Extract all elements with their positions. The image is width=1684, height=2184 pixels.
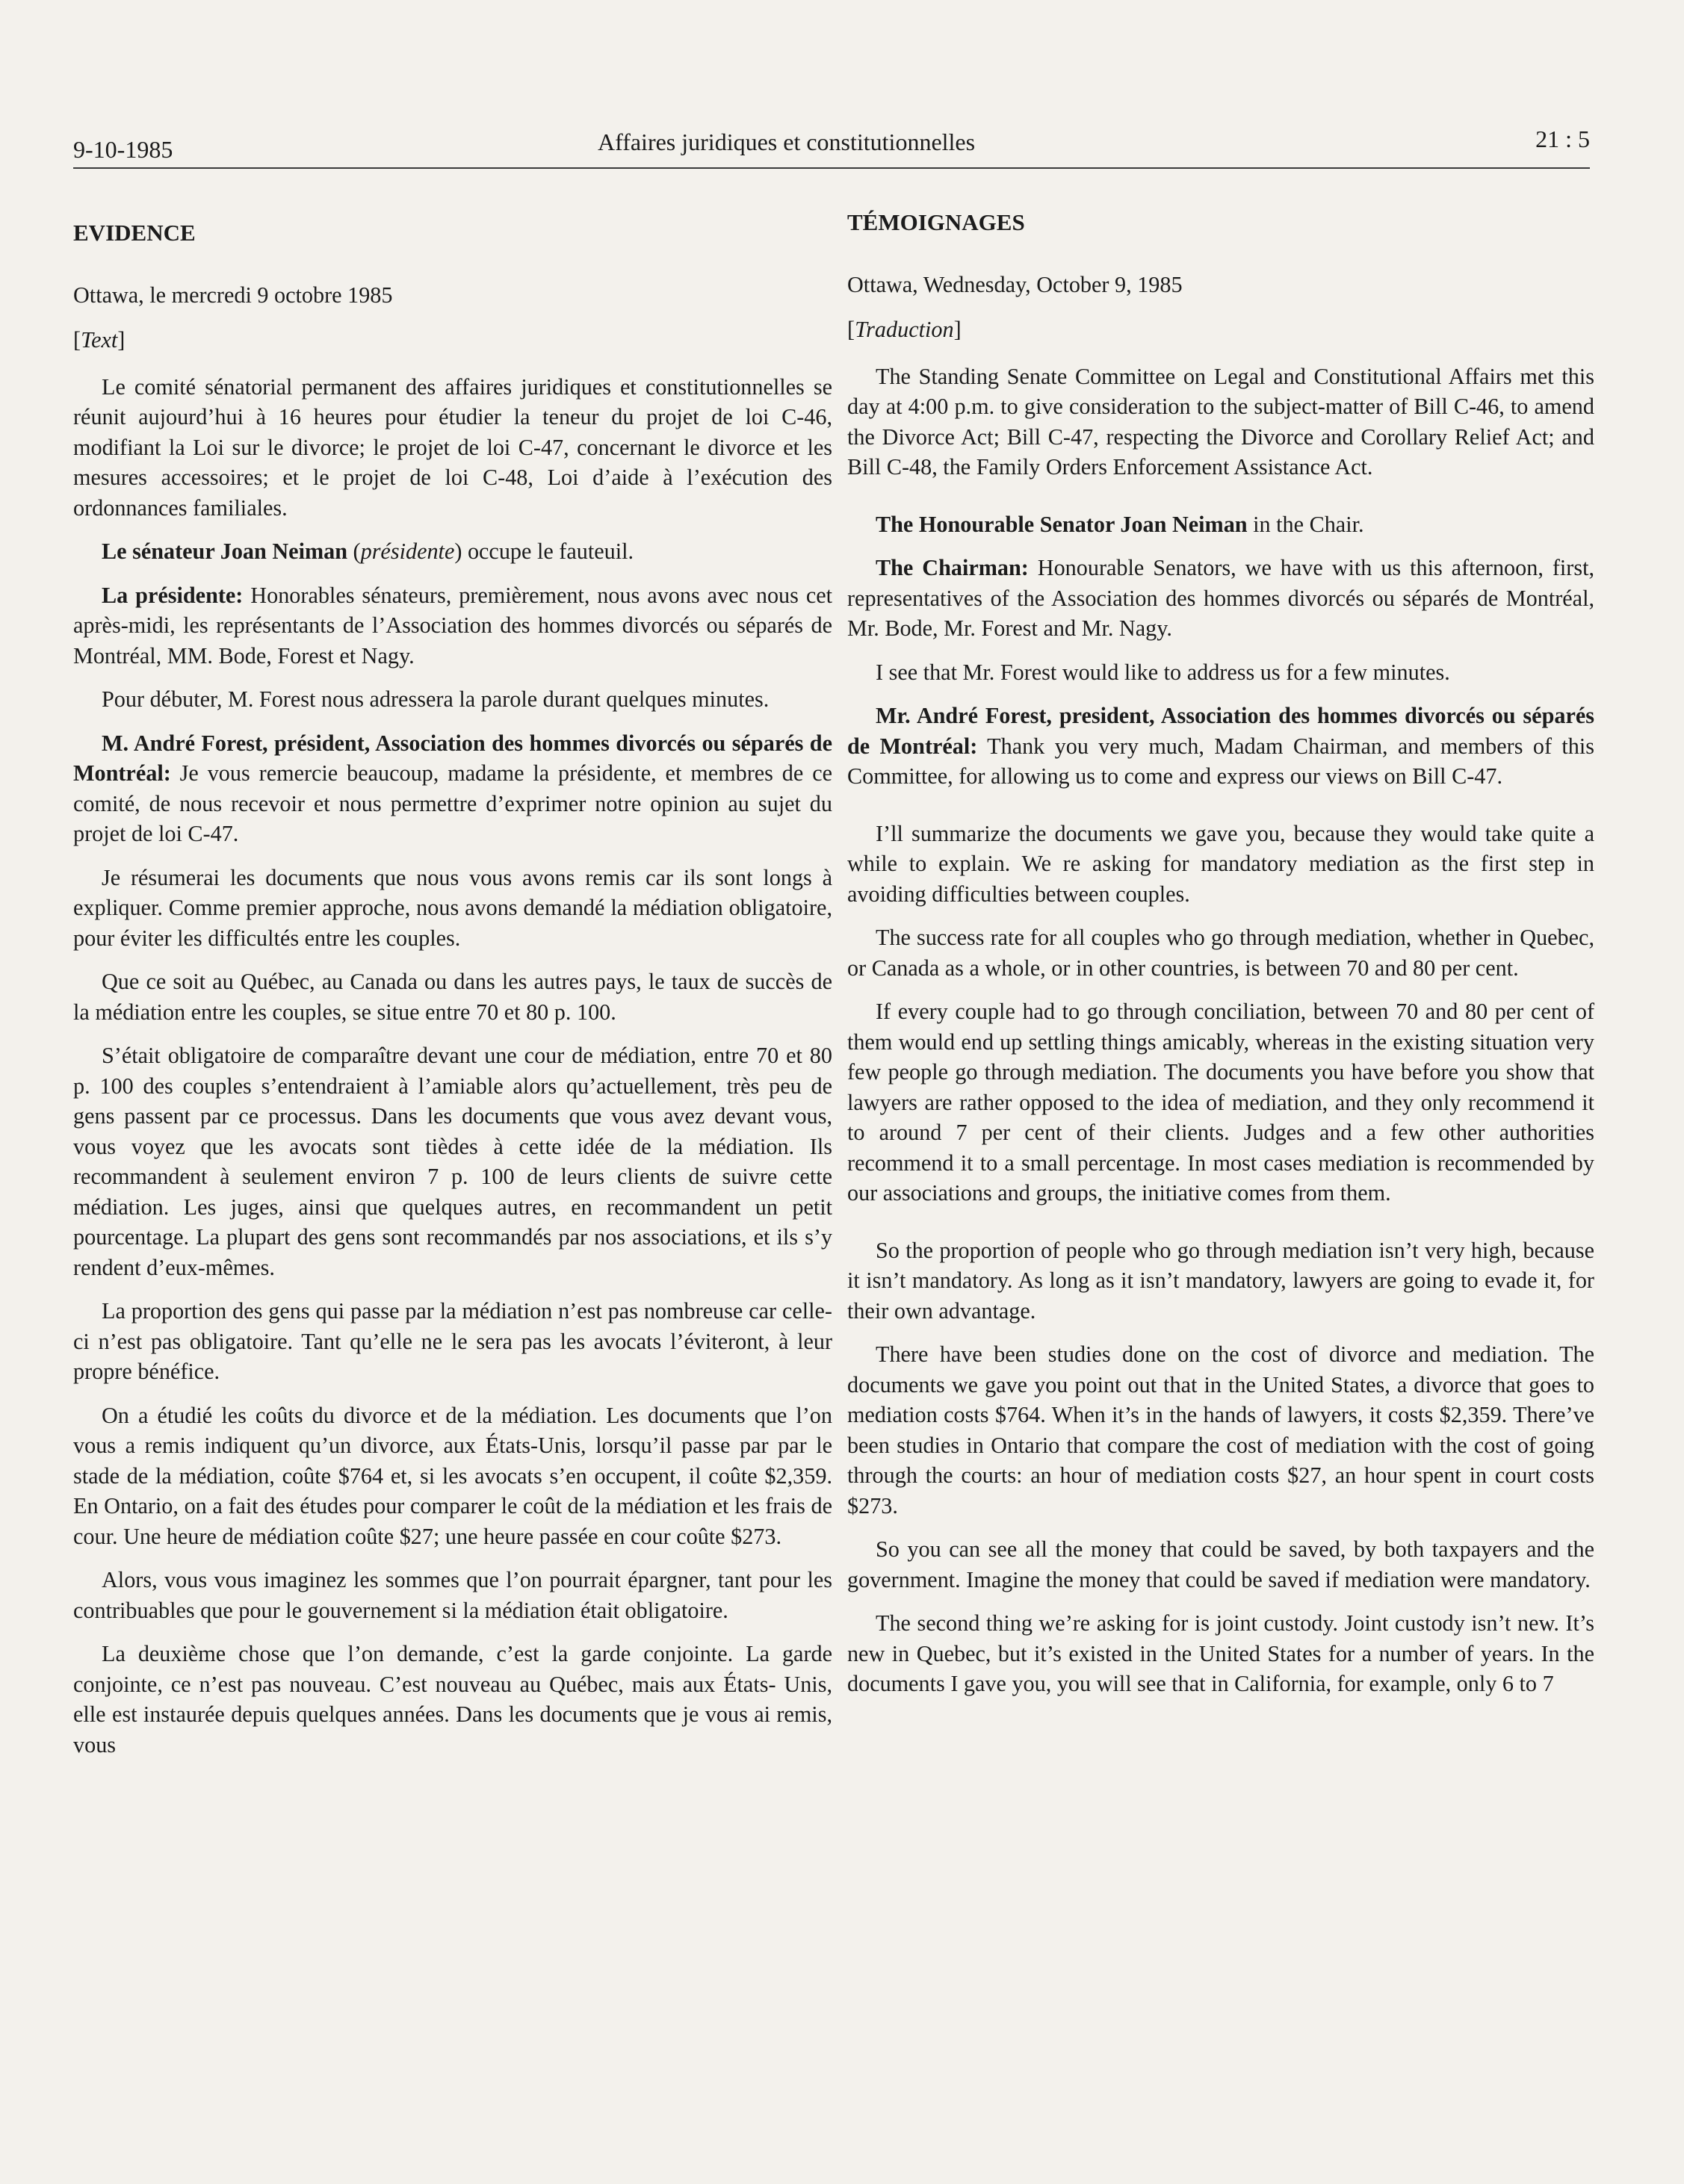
paragraph-en-11: So you can see all the money that could be saved, by both taxpayers and the government. Imagine the money that could be saved if mediation were mandatory. — [847, 1536, 1594, 1592]
english-column — [847, 209, 1595, 1713]
paragraph-en-10: There have been studies done on the cost of divorce and mediation. The documents we gave you point out that in the United States, a divorce that goes to mediation costs $764. When it’s in the hands of lawyers, it costs $2,359. There’ve been studies in Ontario that compare the cost of mediation with the cost of going through the courts: an hour of mediation costs $27, an hour spent in court costs $273. — [847, 1341, 1594, 1518]
paragraph-fr-12: La deuxième chose que l’on demande, c’est la garde conjointe. La garde conjointe, ce n’est pas nouveau. C’est nouveau au Québec, mais aux États- Unis, elle est instaurée depuis quelques années. Dans les documents que je vous ai remis, vous — [73, 1641, 832, 1758]
language-tag-en: [Traduction] — [847, 317, 962, 342]
paragraph-fr-10: On a étudié les coûts du divorce et de la médiation. Les documents que l’on vous a remis indiquent qu’un divorce, aux États-Unis, lorsqu’il passe par par le stade de la médiation, coûte $764 et, si les avocats s’en occupent, il coûte $2,359. En Ontario, on a fait des études pour comparer le coût de la médiation et les frais de cour. Une heure de médiation coûte $27; une heure passée en cour coûte $273. — [73, 1402, 832, 1549]
header-page-number: 21 : 5 — [1535, 125, 1590, 152]
paragraph-fr-6: Je résumerai les documents que nous vous avons remis car ils sont longs à expliquer. Comme premier approche, nous avons demandé la médiation obligatoire, pour éviter les difficultés entre les couples. — [73, 864, 832, 951]
french-column — [73, 215, 832, 1773]
section-heading-temoignages: TÉMOIGNAGES — [847, 209, 1025, 235]
header-date: 9-10-1985 — [73, 136, 173, 163]
paragraph-en-5: Mr. André Forest, president, Association des hommes divorcés ou séparés de Montréal: Thank you very much, Madam Chairman, and members of this Committee, for allowing us to come and express our views on Bill C-47. — [847, 703, 1594, 789]
paragraph-en-8: If every couple had to go through conciliation, between 70 and 80 per cent of them would end up settling things amicably, whereas in the existing situation very few people go through mediation. The documents you have before you show that lawyers are rather opposed to the idea of mediation, and they only recommend it to around 7 per cent of their clients. Judges and a few other authorities recommend it to a small percentage. In most cases mediation is recommended by our associations and groups, the initiative comes from them. — [847, 999, 1594, 1206]
paragraph-fr-4: Pour débuter, M. Forest nous adressera la parole durant quelques minutes. — [102, 686, 770, 712]
paragraph-en-1: The Standing Senate Committee on Legal and Constitutional Affairs met this day at 4:00 p.m. to give consideration to the subject-matter of Bill C-46, to amend the Divorce Act; Bill C-47, respecting the Divorce and Corollary Relief Act; and Bill C-48, the Family Orders Enforcement Assistance Act. — [847, 363, 1594, 480]
paragraph-fr-7: Que ce soit au Québec, au Canada ou dans les autres pays, le taux de succès de la médiation entre les couples, se situe entre 70 et 80 p. 100. — [73, 969, 832, 1025]
paragraph-en-9: So the proportion of people who go through mediation isn’t very high, because it isn’t mandatory. As long as it isn’t mandatory, lawyers are going to evade it, for their own advantage. — [847, 1237, 1594, 1324]
dateline-fr: Ottawa, le mercredi 9 octobre 1985 — [73, 282, 393, 308]
dateline-en: Ottawa, Wednesday, October 9, 1985 — [847, 271, 1183, 297]
paragraph-fr-9: La proportion des gens qui passe par la médiation n’est pas nombreuse car celle-ci n’est pas obligatoire. Tant qu’elle ne le sera pas les avocats l’éviteront, à leur propre bénéfice. — [73, 1298, 832, 1384]
paragraph-en-6: I’ll summarize the documents we gave you, because they would take quite a while to explain. We re asking for mandatory mediation as the first step in avoiding difficulties between couples. — [847, 820, 1594, 907]
paragraph-fr-11: Alors, vous vous imaginez les sommes que l’on pourrait épargner, tant pour les contribuables que pour le gouvernement si la médiation était obligatoire. — [73, 1567, 832, 1623]
paragraph-en-12: The second thing we’re asking for is joint custody. Joint custody isn’t new. It’s new in Quebec, but it’s existed in the United States for a number of years. In the documents I gave you, you will see that in California, for example, only 6 to 7 — [847, 1610, 1594, 1696]
header-title: Affaires juridiques et constitutionnelles — [598, 128, 976, 155]
paragraph-en-3: The Chairman: Honourable Senators, we have with us this afternoon, first, representatives of the Association des hommes divorcés ou séparés de Montréal, Mr. Bode, Mr. Forest and Mr. Nagy. — [847, 555, 1595, 641]
paragraph-en-4: I see that Mr. Forest would like to address us for a few minutes. — [876, 659, 1450, 685]
paragraph-fr-5: M. André Forest, président, Association des hommes divorcés ou séparés de Montréal: Je vous remercie beaucoup, madame la présidente, et membres de ce comité, de nous recevoir et nous permettre d’exprimer notre opinion au sujet du projet de loi C-47. — [73, 730, 832, 846]
paragraph-en-2: The Honourable Senator Joan Neiman in the Chair. — [876, 511, 1364, 537]
language-tag-fr: [Text] — [73, 327, 126, 353]
section-heading-evidence: EVIDENCE — [73, 220, 196, 246]
paragraph-fr-1: Le comité sénatorial permanent des affaires juridiques et constitutionnelles se réunit aujourd’hui à 16 heures pour étudier la teneur du projet de loi C-46, modifiant la Loi sur le divorce; le projet de loi C-47, concernant le divorce et les mesures accessoires; et le projet de loi C-48, Loi d’aide à l’exécution des ordonnances familiales. — [73, 373, 832, 521]
paragraph-fr-8: S’était obligatoire de comparaître devant une cour de médiation, entre 70 et 80 p. 100 des couples s’entendraient à l’amiable alors qu’actuellement, très peu de gens passent par ce processus. Dans les documents que vous avez devant vous, vous voyez que les avocats sont tièdes à cette idée de la médiation. Ils recommandent à seulement environ 7 p. 100 de leurs clients de suivre cette médiation. Les juges, ainsi que quelques autres, en recommandent un petit pourcentage. La plupart des gens sont recommandés par nos associations, et ils s’y rendent d’eux-mêmes. — [73, 1043, 832, 1280]
paragraph-fr-3: La présidente: Honorables sénateurs, premièrement, nous avons avec nous cet après-midi, les représentants de l’Association des hommes divorcés ou séparés de Montréal, MM. Bode, Forest et Nagy. — [73, 582, 833, 668]
paragraph-fr-2: Le sénateur Joan Neiman (présidente) occupe le fauteuil. — [102, 539, 634, 564]
page-header — [73, 125, 1590, 169]
paragraph-en-7: The success rate for all couples who go through mediation, whether in Quebec, or Canada as a whole, or in other countries, is between 70 and 80 per cent. — [847, 925, 1594, 981]
